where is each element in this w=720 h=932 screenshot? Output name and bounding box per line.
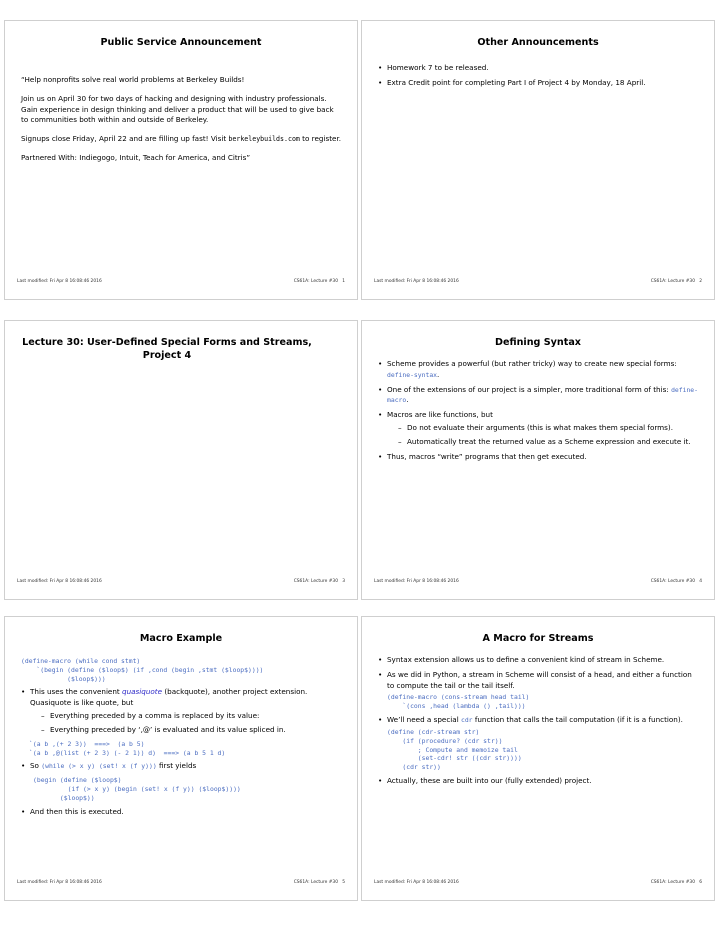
page-label: [294, 579, 345, 584]
course-label: CS61A: Lecture #30: [293, 579, 339, 584]
bullet-text: Scheme provides a powerful (but rather tricky) way to create new special forms:: [387, 359, 677, 368]
bullet-item: • And then this is executed.: [21, 807, 343, 818]
slide-title: Defining Syntax: [495, 337, 581, 348]
slide-footer: [374, 579, 702, 587]
slide-macro-for-streams: [361, 616, 715, 901]
code-inline-cdr: cdr: [460, 716, 473, 725]
code-inline-while: (while (> x y) (set! x (f y))): [41, 762, 157, 771]
paragraph: “Help nonprofits solve real world problems at Berkeley Builds!: [21, 75, 245, 84]
punctuation: .: [437, 369, 440, 379]
page-label: [651, 279, 702, 284]
code-block-cons-stream: (define-macro (cons-stream head tail) `(cons ,head (lambda () ,tail))): [387, 693, 530, 711]
course-label: CS61A: Lecture #30: [650, 880, 696, 885]
bullet-item: [378, 359, 700, 381]
slide-macro-example: [4, 616, 358, 901]
bullet-item: • Thus, macros “write” programs that then get executed.: [378, 452, 700, 463]
slide-title: Other Announcements: [477, 37, 599, 48]
quasiquote-term: quasiquote: [122, 687, 163, 697]
page-number: 6: [699, 880, 702, 885]
slide-title: Lecture 30: User-Defined Special Forms and Streams, Project 4: [22, 337, 312, 361]
bullet-item: • Actually, these are built into our (fully extended) project.: [378, 776, 700, 787]
slide-body: [378, 359, 700, 466]
bullet-item: [21, 761, 343, 772]
page-label: [651, 880, 702, 885]
last-modified: Last modified: Fri Apr 8 16:08:46 2016: [374, 880, 459, 885]
bullet-text: function that calls the tail computation (if it is a function).: [472, 715, 683, 725]
slide-footer: [374, 279, 702, 287]
bullet-item: [378, 715, 700, 772]
dash-item: – Do not evaluate their arguments (this is what makes them special forms).: [387, 423, 700, 434]
bullet-item: [378, 670, 700, 711]
dash-item: – Automatically treat the returned value as a Scheme expression and execute it.: [387, 437, 700, 448]
last-modified: Last modified: Fri Apr 8 16:08:46 2016: [17, 279, 102, 284]
slide-body: [21, 75, 343, 172]
slide-title: A Macro for Streams: [482, 633, 594, 644]
slide-body: [378, 63, 700, 93]
paragraph-text: to register.: [299, 134, 342, 144]
slide-public-service-announcement: [4, 20, 358, 300]
page-number: 1: [342, 279, 345, 284]
code-block-cdr-stream: (define (cdr-stream str) (if (procedure? (cdr str)) ; Compute and memoize tail (set-cdr! str ((cdr str)))) (cdr str)): [387, 727, 522, 772]
last-modified: Last modified: Fri Apr 8 16:08:46 2016: [374, 279, 459, 284]
page-label: [651, 579, 702, 584]
page-label: [294, 880, 345, 885]
slide-footer: [17, 880, 345, 888]
bullet-text: We’ll need a special: [387, 715, 461, 725]
dash-item: – Everything preceded by a comma is replaced by its value:: [30, 711, 343, 722]
last-modified: Last modified: Fri Apr 8 16:08:46 2016: [374, 579, 459, 584]
slide-title: Macro Example: [139, 633, 223, 644]
course-label: CS61A: Lecture #30: [650, 279, 696, 284]
slide-title: Public Service Announcement: [100, 37, 262, 48]
bullet-item: • Homework 7 to be released.: [378, 63, 700, 74]
paragraph: Join us on April 30 for two days of hacking and designing with industry professionals. Gain experience in design thinking and deliver a product that will be used to give back to communities both within and outside of Berkeley.: [21, 93, 334, 125]
slide-lecture-title: [4, 320, 358, 600]
slide-body: [378, 655, 700, 791]
course-label: CS61A: Lecture #30: [293, 880, 339, 885]
page-number: 4: [699, 579, 702, 584]
bullet-item: [378, 385, 700, 407]
slide-other-announcements: [361, 20, 715, 300]
paragraph-text: Signups close Friday, April 22 and are filling up fast! Visit: [21, 134, 229, 144]
slide-footer: [374, 880, 702, 888]
bullet-text: (backquote), another project extension. Quasiquote is like quote, but: [30, 687, 308, 708]
slide-body: [21, 655, 343, 821]
last-modified: Last modified: Fri Apr 8 16:08:46 2016: [17, 880, 102, 885]
bullet-text: So: [30, 761, 42, 771]
code-block-expansion: (begin (define ($loop$) (if (> x y) (begin (set! x (f y)) ($loop$)))) ($loop$)): [33, 776, 241, 802]
bullet-item: • Syntax extension allows us to define a convenient kind of stream in Scheme.: [378, 655, 700, 666]
bullet-text: This uses the convenient: [30, 687, 123, 697]
bullet-text: Macros are like functions, but: [387, 410, 493, 420]
bullet-item: [378, 410, 700, 447]
slide-footer: [17, 279, 345, 287]
last-modified: Last modified: Fri Apr 8 16:08:46 2016: [17, 579, 102, 584]
slide-defining-syntax: [361, 320, 715, 600]
bullet-text: As we did in Python, a stream in Scheme will consist of a head, and either a function to compute the tail or the tail itself.: [387, 669, 692, 690]
website-url: berkeleybuilds.com: [228, 135, 300, 144]
page-label: [294, 279, 345, 284]
code-define-syntax: define-syntax: [387, 370, 438, 379]
dash-item: – Everything preceded by ‘,@’ is evaluated and its value spliced in.: [30, 725, 343, 736]
bullet-item: • Extra Credit point for completing Part I of Project 4 by Monday, 18 April.: [378, 78, 700, 89]
paragraph: [21, 134, 343, 145]
page-number: 5: [342, 880, 345, 885]
course-label: CS61A: Lecture #30: [650, 579, 696, 584]
code-block-while-macro: (define-macro (while cond stmt) `(begin (define ($loop$) (if ,cond (begin ,stmt ($loop$)))) ($loop$))): [21, 657, 264, 683]
code-define-macro: define-macro: [387, 385, 698, 405]
code-block-quasiquote: `(a b ,(+ 2 3)) ===> (a b 5) `(a b ,@(list (+ 2 3) (- 2 1)) d) ===> (a b 5 1 d): [29, 739, 226, 757]
paragraph: Partnered With: Indiegogo, Intuit, Teach for America, and Citris”: [21, 153, 251, 163]
course-label: CS61A: Lecture #30: [293, 279, 339, 284]
page-number: 2: [699, 279, 702, 284]
slide-footer: [17, 579, 345, 587]
page-number: 3: [342, 579, 345, 584]
bullet-item: [21, 687, 343, 735]
bullet-text: first yields: [156, 761, 197, 771]
bullet-text: One of the extensions of our project is a simpler, more traditional form of this:: [387, 384, 672, 394]
punctuation: .: [406, 395, 409, 405]
